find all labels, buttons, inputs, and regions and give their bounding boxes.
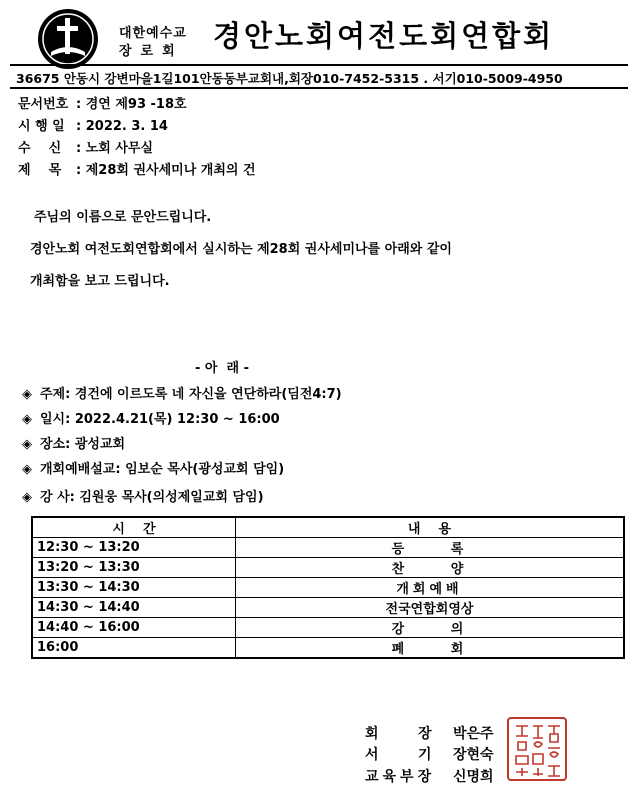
signature-secretary <box>365 744 494 764</box>
diamond-bullet-icon: ◈ <box>22 437 32 452</box>
denomination-line2: 장로회 <box>119 44 184 59</box>
schedule-content-cell: 강 의 <box>236 618 625 638</box>
schedule-time-cell: 14:30 ~ 14:40 <box>32 598 236 618</box>
signature-president <box>365 723 494 743</box>
schedule-time-cell: 13:20 ~ 13:30 <box>32 558 236 578</box>
detail-datetime-text: 일시: 2022.4.21(목) 12:30 ~ 16:00 <box>40 412 280 427</box>
table-row <box>32 638 624 659</box>
detail-opening-preacher <box>22 458 284 477</box>
detail-theme <box>22 383 342 402</box>
doc-number-label: 문서번호 <box>18 97 69 112</box>
doc-number-row <box>18 93 187 112</box>
body-line-3: 개최함을 보고 드립니다. <box>30 274 170 289</box>
detail-place <box>22 433 125 452</box>
recipient-row <box>18 137 153 156</box>
schedule-content-cell: 등 록 <box>236 538 625 558</box>
schedule-content-cell: 전국연합회영상 <box>236 598 625 618</box>
detail-opening-preacher-text: 개회예배설교: 임보순 목사(광성교회 담임) <box>40 462 285 477</box>
recipient-label: 수 신 <box>18 141 62 156</box>
table-row <box>32 578 624 598</box>
table-row <box>32 618 624 638</box>
table-row <box>32 598 624 618</box>
education-role: 교육부장 <box>365 769 436 785</box>
official-seal-stamp <box>506 716 568 782</box>
schedule-header-row <box>32 517 624 538</box>
schedule-time-cell: 14:40 ~ 16:00 <box>32 618 236 638</box>
address-line: 36675 안동시 강변마을1길101안동동부교회내,회장010-7452-5315 . 서기010-5009-4950 <box>16 71 563 86</box>
schedule-table <box>31 516 625 659</box>
president-name: 박은주 <box>453 726 494 742</box>
education-name: 신명희 <box>453 769 494 785</box>
schedule-content-cell: 찬 양 <box>236 558 625 578</box>
organization-title: 경안노회여전도회연합회 <box>213 19 555 53</box>
recipient-value: : 노회 사무실 <box>76 141 154 156</box>
denomination-line1: 대한예수교 <box>119 26 187 41</box>
schedule-time-cell: 13:30 ~ 14:30 <box>32 578 236 598</box>
detail-lecturer <box>22 486 264 505</box>
table-row <box>32 538 624 558</box>
schedule-content-cell: 개회예배 <box>236 578 625 598</box>
secretary-name: 장현숙 <box>453 747 494 763</box>
secretary-role: 서 기 <box>365 747 436 763</box>
table-row <box>32 558 624 578</box>
subject-label: 제 목 <box>18 163 62 178</box>
details-heading: - 아 래 - <box>195 361 250 376</box>
diamond-bullet-icon: ◈ <box>22 490 32 505</box>
church-cross-logo-icon <box>37 8 99 70</box>
detail-datetime <box>22 408 280 427</box>
body-line-1: 주님의 이름으로 문안드립니다. <box>34 210 212 225</box>
subject-value: : 제28회 권사세미나 개최의 건 <box>76 163 256 178</box>
date-value: : 2022. 3. 14 <box>76 119 168 134</box>
doc-number-value: : 경연 제93 -18호 <box>76 97 187 112</box>
detail-lecturer-text: 강 사: 김원웅 목사(의성제일교회 담임) <box>40 490 264 505</box>
president-role: 회 장 <box>365 726 436 742</box>
signature-education <box>365 766 494 786</box>
header-divider-top <box>10 64 628 66</box>
schedule-header-time: 시 간 <box>32 517 236 538</box>
schedule-content-cell: 폐 회 <box>236 638 625 659</box>
schedule-header-content: 내 용 <box>236 517 625 538</box>
diamond-bullet-icon: ◈ <box>22 462 32 477</box>
date-row <box>18 115 168 134</box>
date-label: 시 행 일 <box>18 119 65 134</box>
detail-theme-text: 주제: 경건에 이르도록 네 자신을 연단하라(딤전4:7) <box>40 387 342 402</box>
subject-row <box>18 159 256 178</box>
diamond-bullet-icon: ◈ <box>22 387 32 402</box>
diamond-bullet-icon: ◈ <box>22 412 32 427</box>
header-divider-bottom <box>10 87 628 89</box>
schedule-time-cell: 16:00 <box>32 638 236 659</box>
schedule-time-cell: 12:30 ~ 13:20 <box>32 538 236 558</box>
detail-place-text: 장소: 광성교회 <box>40 437 126 452</box>
body-line-2: 경안노회 여전도회연합회에서 실시하는 제28회 권사세미나를 아래와 같이 <box>30 242 452 257</box>
